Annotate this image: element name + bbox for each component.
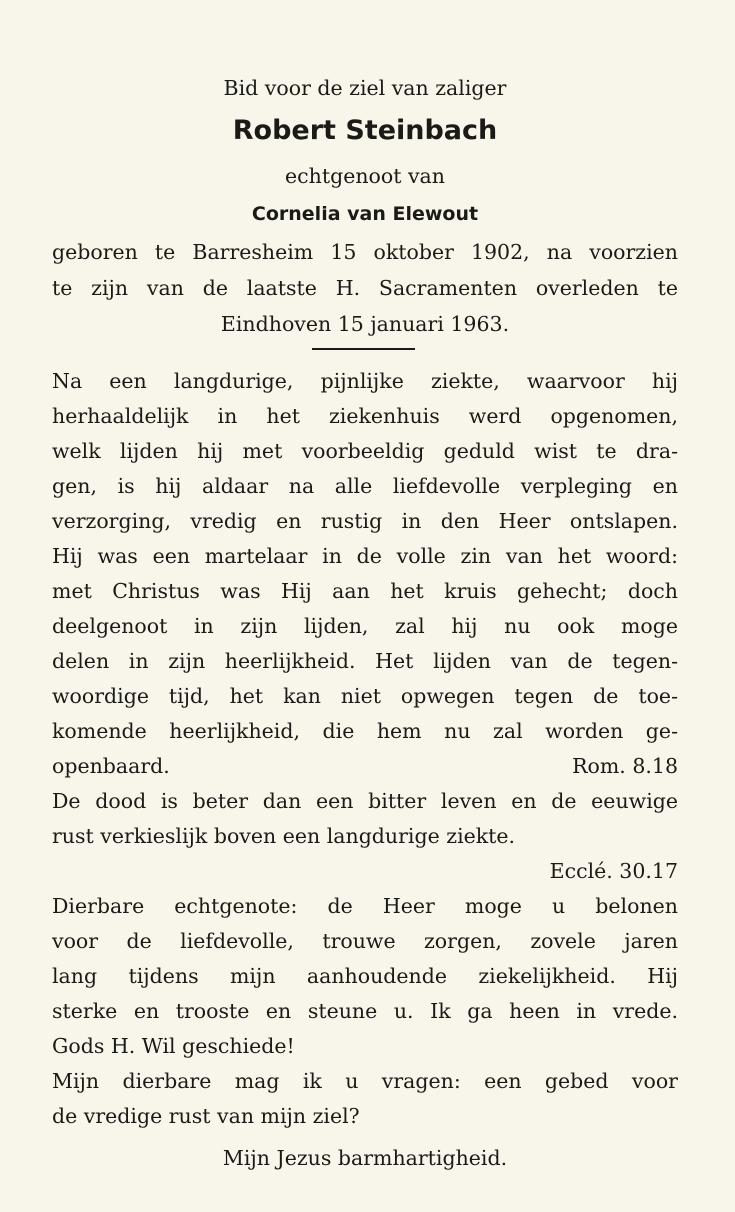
citation: Rom. 8.18: [572, 754, 678, 778]
closing-line: Mijn Jezus barmhartigheid.: [222, 1146, 508, 1170]
citation: Ecclé. 30.17: [549, 859, 678, 883]
text-line: sterke en trooste en steune u. Ik ga heen in vrede.: [52, 999, 678, 1023]
text-line: rust verkieslijk boven een langdurige ziekte.: [52, 824, 516, 848]
text-line: Mijn dierbare mag ik u vragen: een gebed voor: [52, 1069, 678, 1093]
text-line: Dierbare echtgenote: de Heer moge u belonen: [52, 894, 678, 918]
spouse-name: Cornelia van Elewout: [251, 203, 479, 225]
deceased-name: Robert Steinbach: [232, 115, 498, 146]
divider-rule: [312, 348, 415, 350]
text-line: gen, is hij aldaar na alle liefdevolle verpleging en: [52, 474, 678, 498]
bio-line: Eindhoven 15 januari 1963.: [220, 312, 510, 336]
text-line: herhaaldelijk in het ziekenhuis werd opgenomen,: [52, 404, 678, 428]
text-line: welk lijden hij met voorbeeldig geduld wist te dra-: [52, 439, 678, 463]
intro-line: Bid voor de ziel van zaliger: [223, 76, 507, 100]
text-line: De dood is beter dan een bitter leven en de eeuwige: [52, 789, 678, 813]
text-line: Hij was een martelaar in de volle zin van het woord:: [52, 544, 678, 568]
text-line: Gods H. Wil geschiede!: [52, 1034, 295, 1058]
bio-line: te zijn van de laatste H. Sacramenten overleden te: [52, 276, 678, 300]
relation-line: echtgenoot van: [285, 164, 445, 188]
text-line: Na een langdurige, pijnlijke ziekte, waarvoor hij: [52, 369, 678, 393]
text-line: deelgenoot in zijn lijden, zal hij nu ook moge: [52, 614, 678, 638]
text-line: delen in zijn heerlijkheid. Het lijden van de tegen-: [52, 649, 678, 673]
text-line: met Christus was Hij aan het kruis gehecht; doch: [52, 579, 678, 603]
text-line: verzorging, vredig en rustig in den Heer ontslapen.: [52, 509, 678, 533]
text-line: woordige tijd, het kan niet opwegen tegen de toe-: [52, 684, 678, 708]
text-line: de vredige rust van mijn ziel?: [52, 1104, 360, 1128]
bio-line: geboren te Barresheim 15 oktober 1902, na voorzien: [52, 240, 678, 264]
text-line: openbaard.: [52, 754, 170, 778]
citation-row: [52, 753, 678, 779]
text-line: lang tijdens mijn aanhoudende ziekelijkheid. Hij: [52, 964, 678, 988]
text-line: voor de liefdevolle, trouwe zorgen, zovele jaren: [52, 929, 678, 953]
text-line: komende heerlijkheid, die hem nu zal worden ge-: [52, 719, 678, 743]
